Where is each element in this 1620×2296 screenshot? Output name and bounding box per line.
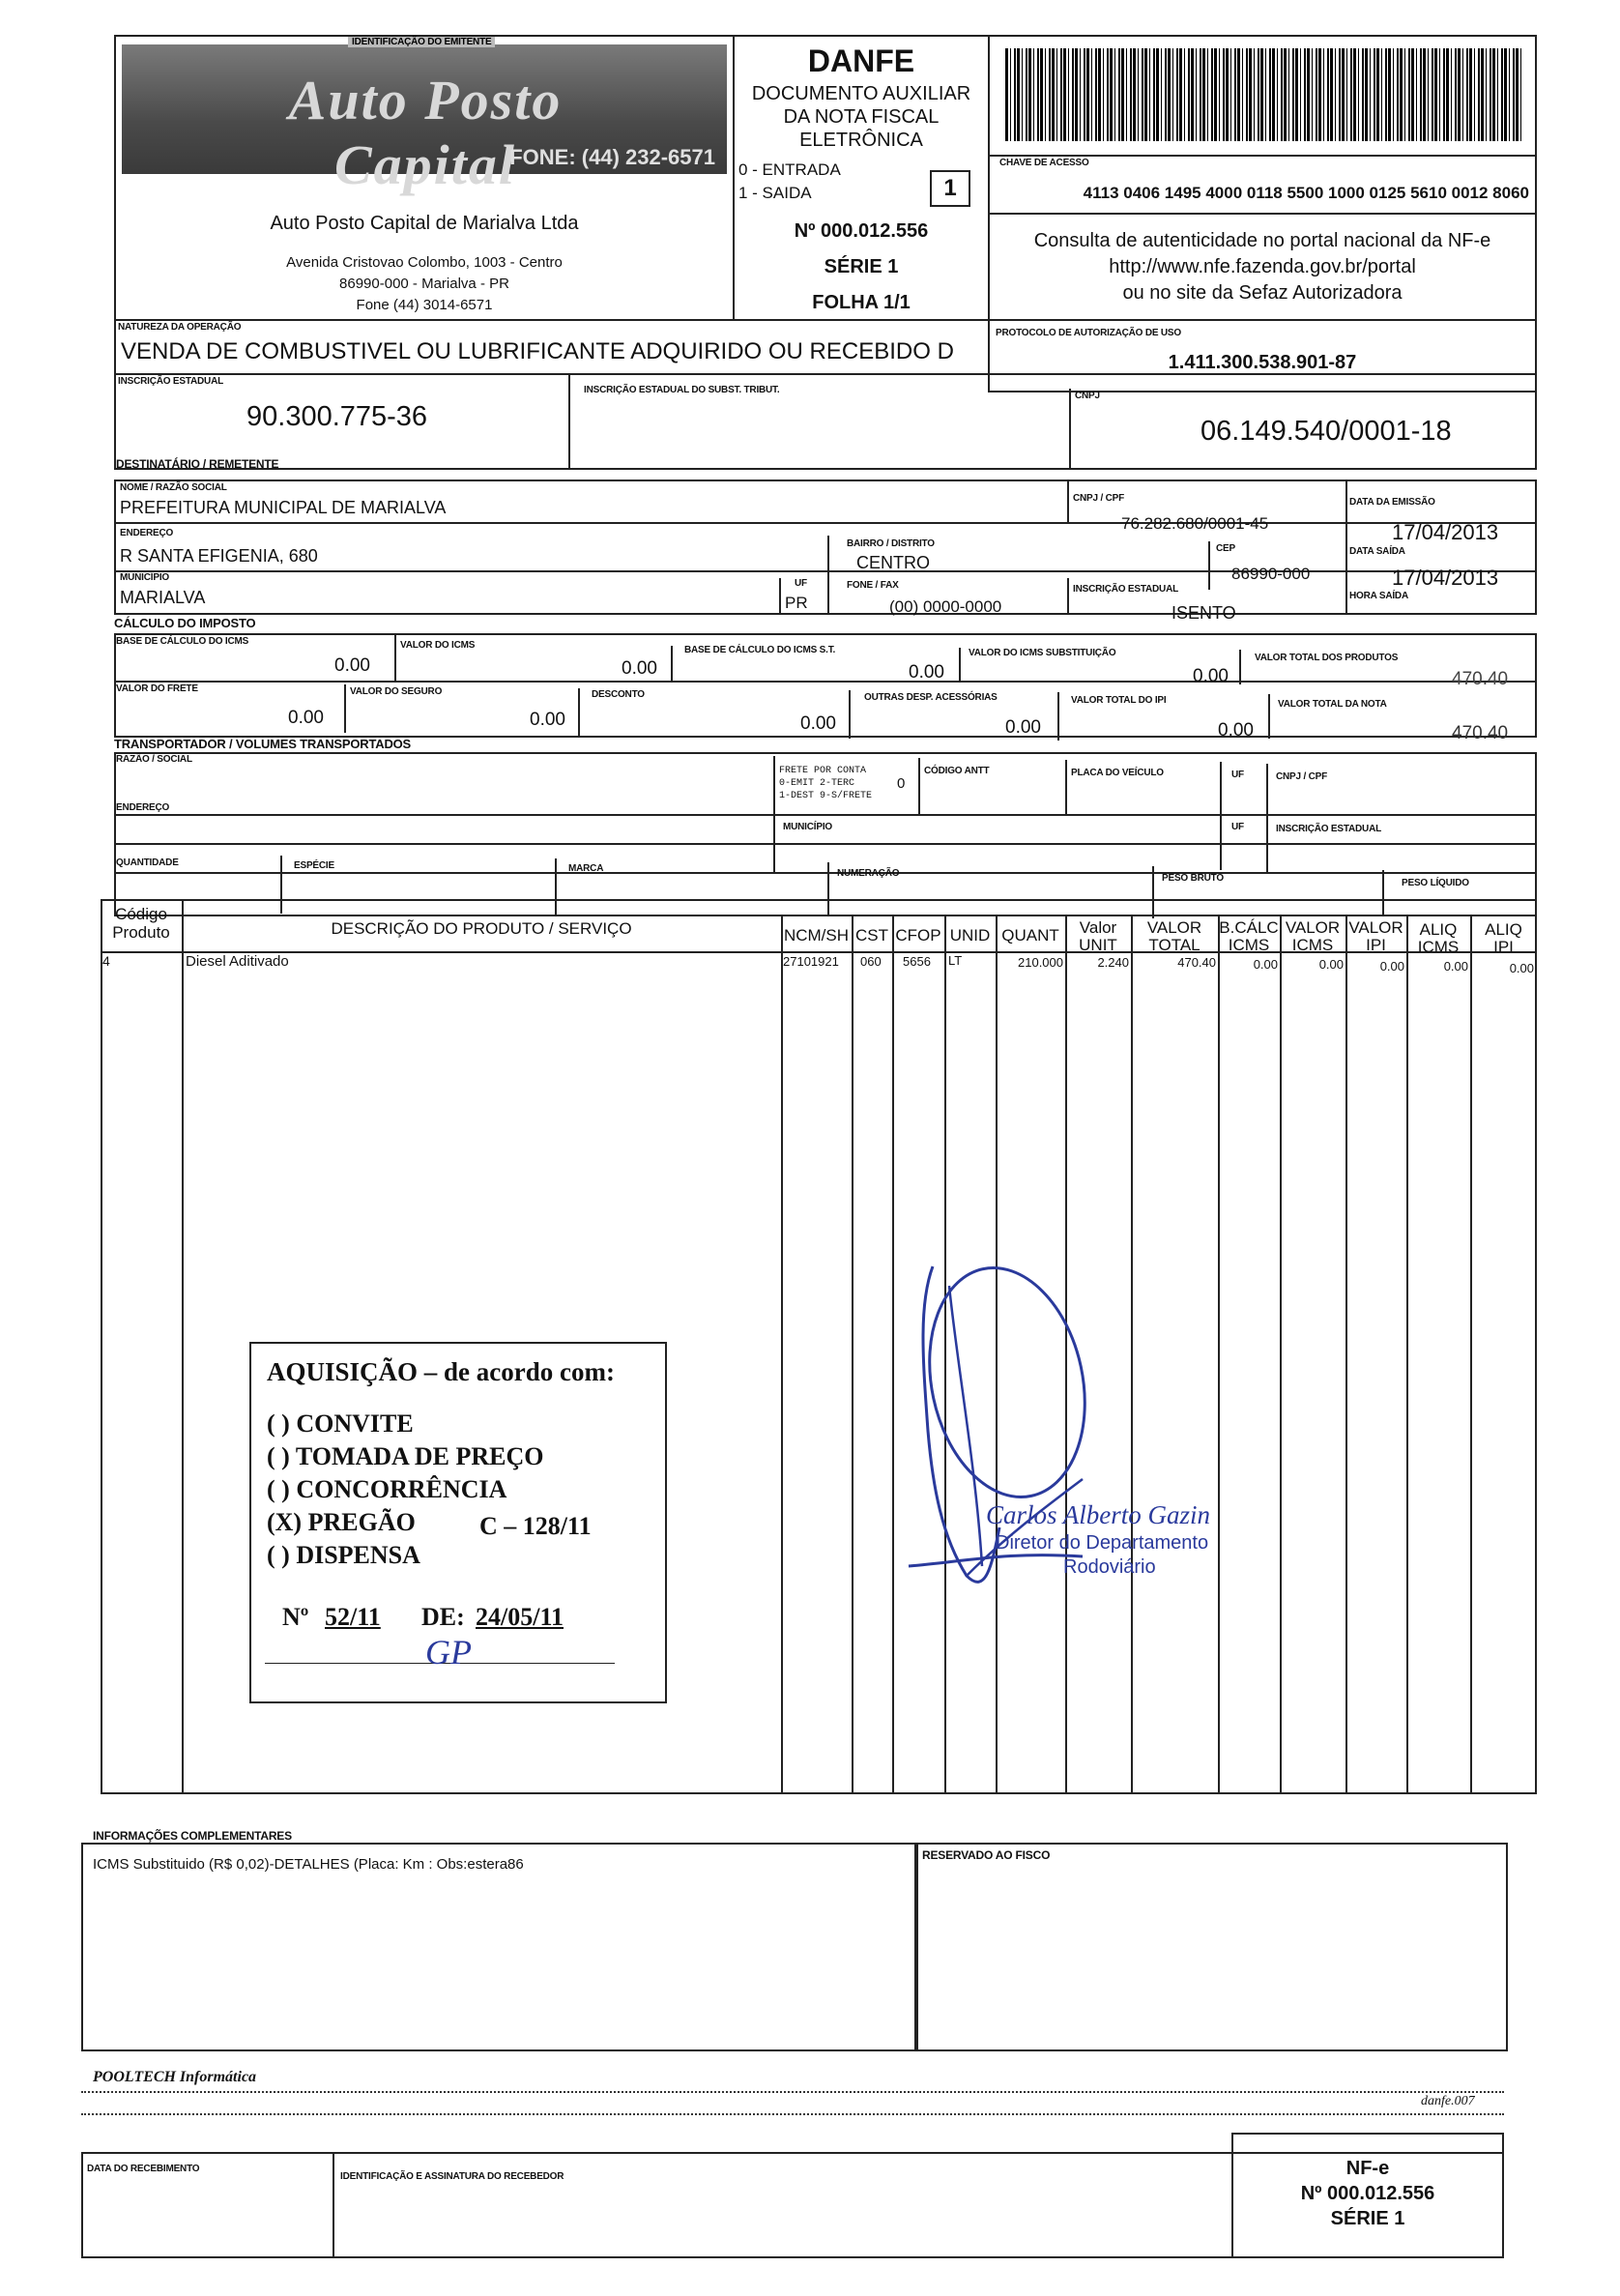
logo-phone: FONE: (44) 232-6571	[509, 145, 715, 169]
info-box	[81, 1843, 918, 2051]
peso-bruto-label: PESO BRUTO	[1162, 873, 1224, 884]
emitente-section-label: IDENTIFICAÇÃO DO EMITENTE	[348, 37, 495, 47]
ie-value: 90.300.775-36	[246, 401, 428, 432]
dest-bairro: CENTRO	[856, 553, 930, 572]
chave-label: CHAVE DE ACESSO	[999, 158, 1089, 168]
danfe-code: danfe.007	[1421, 2094, 1475, 2108]
dest-cnpj-label: CNPJ / CPF	[1073, 493, 1125, 504]
qtd-label: QUANTIDADE	[116, 857, 179, 868]
protocolo-label: PROTOCOLO DE AUTORIZAÇÃO DE USO	[996, 328, 1181, 338]
stamp-opt-concorrencia: ( ) CONCORRÊNCIA	[267, 1475, 507, 1503]
stamp-opt-convite: ( ) CONVITE	[267, 1410, 414, 1438]
th-quant: QUANT	[1001, 926, 1059, 945]
especie-label: ESPÉCIE	[294, 860, 334, 871]
dest-endereco: R SANTA EFIGENIA, 680	[120, 546, 318, 566]
peso-liquido-label: PESO LÍQUIDO	[1402, 878, 1469, 888]
transp-section: TRANSPORTADOR / VOLUMES TRANSPORTADOS	[114, 737, 412, 751]
danfe-title: DANFE	[807, 44, 915, 78]
desconto-label: DESCONTO	[592, 689, 645, 700]
imposto-section: CÁLCULO DO IMPOSTO	[114, 616, 256, 630]
natureza-value: VENDA DE COMBUSTIVEL OU LUBRIFICANTE ADQUIRIDO OU RECEBIDO D	[121, 338, 954, 364]
chave-value: 4113 0406 1495 4000 0118 5500 1000 0125 5610 0012 8060	[1083, 184, 1529, 202]
dotted-separator-2	[81, 2113, 1504, 2115]
transp-razao-label: RAZÃO / SOCIAL	[116, 754, 192, 765]
vendor-name: POOLTECH Informática	[93, 2069, 257, 2085]
seguro: 0.00	[530, 710, 565, 730]
th-cfop: CFOP	[895, 926, 941, 945]
emitente-phone: Fone (44) 3014-6571	[356, 297, 493, 313]
th-vipi-2: IPI	[1366, 936, 1386, 954]
dotted-separator	[81, 2091, 1504, 2093]
th-aipi-1: ALIQ	[1485, 920, 1522, 939]
valor-st-label: VALOR DO ICMS SUBSTITUIÇÃO	[969, 648, 1116, 658]
numeracao-label: NUMERAÇÃO	[837, 868, 900, 879]
assin-label: IDENTIFICAÇÃO E ASSINATURA DO RECEBEDOR	[340, 2171, 564, 2182]
base-icms: 0.00	[334, 655, 370, 676]
seguro-label: VALOR DO SEGURO	[350, 686, 443, 697]
th-ncm: NCM/SH	[783, 926, 850, 945]
stamp-de-label: DE:	[421, 1603, 465, 1631]
cell-codigo: 4	[102, 953, 110, 969]
info-label: INFORMAÇÕES COMPLEMENTARES	[93, 1829, 292, 1843]
cell-aipi: 0.00	[1509, 961, 1534, 975]
stamp-opt-pregao: (X) PREGÃO	[267, 1508, 416, 1536]
th-aicms-2: ICMS	[1417, 938, 1460, 956]
marca-label: MARCA	[568, 863, 604, 874]
valor-st: 0.00	[1193, 666, 1229, 686]
dest-cep: 86990-000	[1231, 565, 1311, 583]
dest-nome-label: NOME / RAZÃO SOCIAL	[120, 482, 227, 493]
transp-cnpj-label: CNPJ / CPF	[1276, 771, 1328, 782]
dest-municipio: MARIALVA	[120, 588, 206, 607]
danfe-subtitle-3: ELETRÔNICA	[799, 130, 923, 151]
base-icms-label: BASE DE CÁLCULO DO ICMS	[116, 636, 249, 647]
cell-cst: 060	[860, 954, 882, 969]
consulta-3: ou no site da Sefaz Autorizadora	[1122, 282, 1403, 304]
valor-icms: 0.00	[622, 658, 657, 679]
th-vunit-1: Valor	[1079, 918, 1117, 937]
receb-label: DATA DO RECEBIMENTO	[87, 2164, 200, 2174]
th-vtotal-1: VALOR	[1146, 918, 1202, 937]
stamp-title: AQUISIÇÃO – de acordo com:	[267, 1357, 615, 1386]
th-aicms-1: ALIQ	[1419, 920, 1458, 939]
cell-aicms: 0.00	[1443, 959, 1468, 974]
th-cst: CST	[855, 926, 888, 945]
dest-emissao-label: DATA DA EMISSÃO	[1349, 497, 1435, 508]
antt-label: CÓDIGO ANTT	[924, 766, 990, 776]
transp-endereco-label: ENDEREÇO	[116, 802, 170, 813]
stamp-opt-tomada: ( ) TOMADA DE PREÇO	[267, 1442, 544, 1470]
th-bcalc-1: B.CÁLC	[1219, 918, 1279, 937]
cell-vicms: 0.00	[1318, 957, 1344, 972]
outras: 0.00	[1005, 717, 1041, 738]
cell-quant: 210.000	[1018, 955, 1063, 970]
acquisition-stamp	[249, 1342, 667, 1703]
ie-st-label: INSCRIÇÃO ESTADUAL DO SUBST. TRIBUT.	[584, 385, 780, 395]
protocolo-value: 1.411.300.538.901-87	[1168, 352, 1357, 373]
dest-hora-label: HORA SAÍDA	[1349, 591, 1408, 601]
th-codigo-1: Código	[115, 905, 167, 923]
th-vicms-1: VALOR	[1285, 918, 1341, 937]
ipi-label: VALOR TOTAL DO IPI	[1071, 695, 1167, 706]
cell-vtotal: 470.40	[1177, 955, 1216, 970]
cell-descricao: Diesel Aditivado	[186, 953, 289, 970]
stamp-de: 24/05/11	[476, 1603, 564, 1631]
footer-serie: SÉRIE 1	[1330, 2208, 1405, 2229]
total-prod-label: VALOR TOTAL DOS PRODUTOS	[1255, 653, 1399, 663]
signature-role-1: Diretor do Departamento	[996, 1532, 1209, 1554]
th-vipi-1: VALOR	[1348, 918, 1403, 937]
cell-ncm: 27101921	[783, 954, 839, 969]
canhoto-nfe-box	[1231, 2133, 1504, 2152]
stamp-num: 52/11	[325, 1603, 381, 1631]
dest-uf-label: UF	[795, 578, 807, 589]
valor-icms-label: VALOR DO ICMS	[400, 640, 476, 651]
transp-municipio-label: MUNICÍPIO	[783, 822, 832, 832]
emitente-name: Auto Posto Capital de Marialva Ltda	[270, 213, 579, 234]
base-st: 0.00	[909, 662, 944, 683]
stamp-pregao-ref: C – 128/11	[479, 1512, 592, 1540]
base-st-label: BASE DE CÁLCULO DO ICMS S.T.	[684, 645, 836, 655]
cell-vunit: 2.240	[1097, 955, 1129, 970]
frete-conta-val: 0	[897, 775, 906, 792]
danfe-subtitle-2: DA NOTA FISCAL	[783, 106, 940, 128]
stamp-opt-dispensa: ( ) DISPENSA	[267, 1541, 420, 1569]
consulta-1: Consulta de autenticidade no portal nacional da NF-e	[1033, 230, 1491, 251]
transp-uf-label: UF	[1231, 770, 1244, 780]
th-vunit-2: UNIT	[1079, 936, 1117, 954]
danfe-entrada: 0 - ENTRADA	[738, 160, 841, 179]
dest-ie: ISENTO	[1172, 603, 1236, 623]
cell-cfop: 5656	[903, 954, 931, 969]
th-codigo-2: Produto	[112, 923, 170, 942]
th-descricao: DESCRIÇÃO DO PRODUTO / SERVIÇO	[331, 919, 632, 938]
stamp-initials: GP	[425, 1633, 472, 1671]
emitente-address: Avenida Cristovao Colombo, 1003 - Centro	[286, 254, 563, 271]
frete-conta-2: 0-EMIT 2-TERC	[779, 778, 855, 789]
ipi: 0.00	[1218, 720, 1254, 741]
danfe-numero: Nº 000.012.556	[794, 220, 929, 242]
th-vtotal-2: TOTAL	[1148, 936, 1201, 954]
cell-vipi: 0.00	[1379, 959, 1404, 974]
dest-municipio-label: MUNICÍPIO	[120, 572, 169, 583]
frete: 0.00	[288, 708, 324, 728]
dest-nome: PREFEITURA MUNICIPAL DE MARIALVA	[120, 498, 447, 517]
th-vicms-2: ICMS	[1291, 936, 1334, 954]
total-prod: 470.40	[1452, 669, 1509, 689]
dest-ie-label: INSCRIÇÃO ESTADUAL	[1073, 584, 1178, 595]
danfe-folha: FOLHA 1/1	[812, 292, 911, 313]
ie-label: INSCRIÇÃO ESTADUAL	[118, 376, 223, 387]
desconto: 0.00	[800, 713, 836, 734]
total-nota-label: VALOR TOTAL DA NOTA	[1278, 699, 1387, 710]
cnpj-label: CNPJ	[1075, 391, 1100, 401]
danfe-subtitle-1: DOCUMENTO AUXILIAR	[751, 83, 971, 104]
dest-fone: (00) 0000-0000	[889, 597, 1002, 616]
outras-label: OUTRAS DESP. ACESSÓRIAS	[864, 692, 998, 703]
transp-uf2-label: UF	[1231, 822, 1244, 832]
signature-role-2: Rodoviário	[1063, 1556, 1156, 1578]
signature-name: Carlos Alberto Gazin	[986, 1500, 1211, 1529]
danfe-tipo-box: 1	[930, 170, 970, 207]
barcode	[1005, 48, 1521, 141]
natureza-label: NATUREZA DA OPERAÇÃO	[118, 322, 242, 333]
dest-uf: PR	[785, 594, 808, 612]
dest-endereco-label: ENDEREÇO	[120, 528, 174, 538]
logo-brand: Auto Posto Capital	[288, 69, 563, 196]
cnpj-value: 06.149.540/0001-18	[1201, 416, 1452, 447]
cell-unid: LT	[948, 953, 963, 968]
th-aipi-2: IPI	[1493, 938, 1514, 956]
frete-conta-3: 1-DEST 9-S/FRETE	[779, 791, 873, 801]
dest-fone-label: FONE / FAX	[847, 580, 899, 591]
footer-numero: Nº 000.012.556	[1300, 2183, 1435, 2204]
emitente-city: 86990-000 - Marialva - PR	[339, 276, 509, 292]
frete-label: VALOR DO FRETE	[116, 683, 198, 694]
consulta-2: http://www.nfe.fazenda.gov.br/portal	[1109, 256, 1416, 277]
frete-conta-1: FRETE POR CONTA	[779, 766, 867, 776]
dest-section: DESTINATÁRIO / REMETENTE	[116, 457, 279, 471]
dest-bairro-label: BAIRRO / DISTRITO	[847, 538, 935, 549]
fisco-box	[914, 1843, 1508, 2051]
table-row	[101, 953, 1537, 976]
placa-label: PLACA DO VEÍCULO	[1071, 768, 1164, 778]
danfe-saida: 1 - SAIDA	[738, 184, 812, 202]
footer-nfe: NF-e	[1345, 2158, 1390, 2179]
transp-ie-label: INSCRIÇÃO ESTADUAL	[1276, 824, 1381, 834]
cell-bcalc: 0.00	[1253, 957, 1278, 972]
stamp-num-label: Nº	[282, 1603, 309, 1631]
fisco-label: RESERVADO AO FISCO	[922, 1848, 1051, 1862]
danfe-serie: SÉRIE 1	[824, 256, 899, 277]
info-text: ICMS Substituido (R$ 0,02)-DETALHES (Placa: Km : Obs:estera86	[93, 1856, 524, 1873]
dest-saida-label: DATA SAÍDA	[1349, 546, 1405, 557]
dest-emissao: 17/04/2013	[1392, 520, 1499, 544]
total-nota: 470.40	[1452, 723, 1509, 743]
dest-cep-label: CEP	[1216, 543, 1235, 554]
dest-saida: 17/04/2013	[1392, 566, 1499, 590]
th-unid: UNID	[949, 926, 991, 945]
dest-cnpj: 76.282.680/0001-45	[1121, 514, 1269, 533]
th-bcalc-2: ICMS	[1228, 936, 1270, 954]
